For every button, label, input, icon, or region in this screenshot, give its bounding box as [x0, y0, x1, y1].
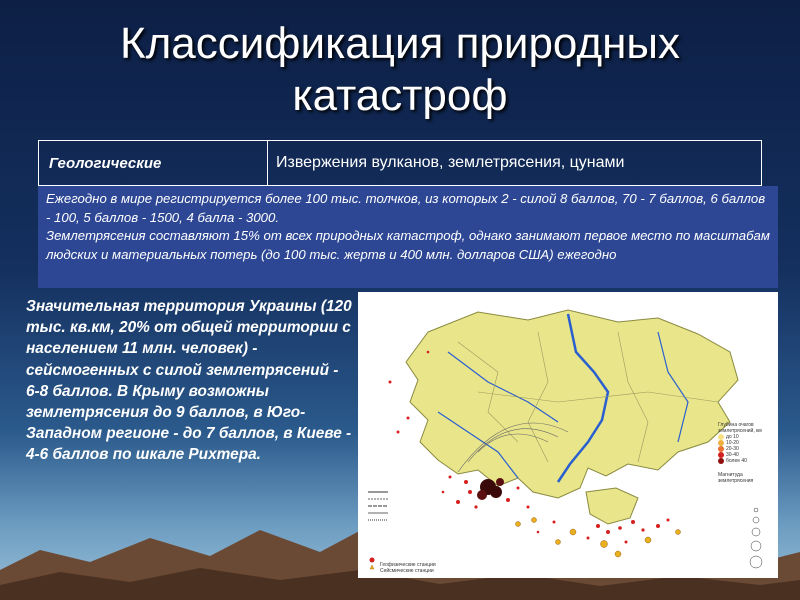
depth-legend-title: Глубина очагов землетрясений, км: [718, 422, 762, 434]
magnitude-legend-title: Магнитуда землетрясения: [718, 472, 754, 484]
legend-row: до 10: [718, 434, 774, 440]
page-title: [0, 18, 800, 122]
year-legend: [368, 492, 388, 520]
map-graphic: [358, 292, 778, 578]
seismic-map-ukraine: [358, 292, 778, 578]
category-name: Геологические: [39, 141, 268, 185]
legend-row: более 40: [718, 458, 774, 464]
title-line-1: Классификация природных: [119, 19, 681, 68]
category-description: Извержения вулканов, землетрясения, цунами: [276, 154, 625, 171]
stats-paragraph-2: Землетрясения составляют 15% от всех природных катастроф, однако занимают первое место по масштабам людских и материальных потерь (до 100 тыс. жертв и 400 млн. долларов США) ежегодно: [46, 228, 770, 262]
station-markers: [370, 558, 375, 570]
legend-row: 30-40: [718, 452, 774, 458]
depth-legend: [718, 422, 774, 484]
legend-row: 20-30: [718, 446, 774, 452]
ukraine-seismic-text: Значительная территория Украины (120 тыс. кв.км, 20% от общей территории с населением 11 млн. человек) - сейсмогенных с силой землетрясений - 6-8 баллов. В Крыму возможны землетрясения до 9 баллов, в Юго-Западном регионе - до 7 баллов, в Киеве - 4-6 баллов по шкале Рихтера.: [26, 298, 352, 464]
legend-row: 10-20: [718, 440, 774, 446]
title-line-2: катастроф: [292, 71, 508, 120]
category-table: [38, 140, 762, 186]
legend-dot-icon: [718, 458, 724, 464]
crimea-land: [586, 488, 638, 524]
station-legend-seismic: Сейсмические станции: [380, 568, 434, 574]
vrancea-epicenter-cluster: [477, 478, 504, 500]
statistics-box: [38, 186, 778, 288]
station-legend: [380, 562, 436, 574]
stats-paragraph-1: Ежегодно в мире регистрируется более 100 тыс. толчков, из которых 2 - силой 8 баллов, 70 - 7 баллов, 6 баллов - 100, 5 баллов - 1500, 4 балла - 3000.: [46, 191, 766, 225]
station-legend-geophysical: Геофизические станции: [380, 562, 436, 568]
